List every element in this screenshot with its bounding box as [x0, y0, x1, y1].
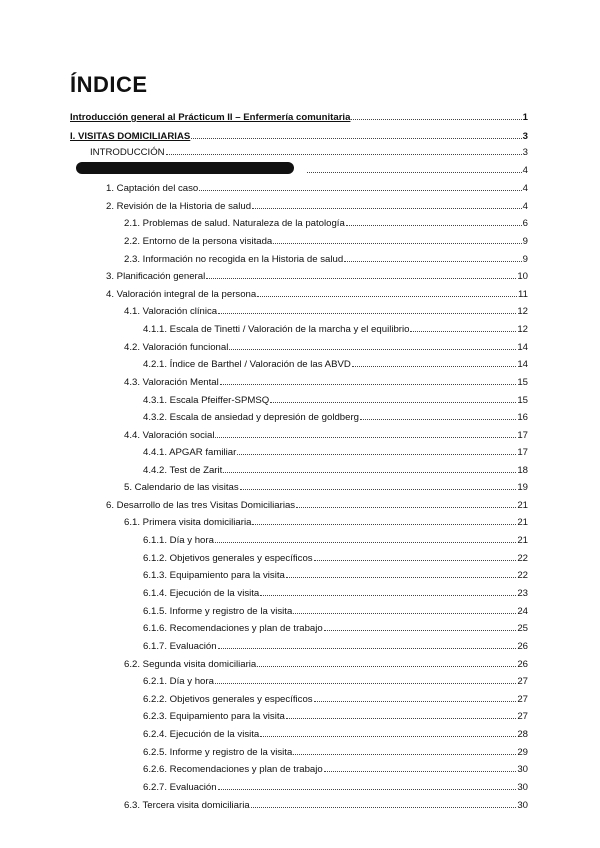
toc-entry-label: 5. Calendario de las visitas: [124, 482, 239, 493]
toc-entry-label: 2. Revisión de la Historia de salud: [106, 201, 252, 212]
toc-page-number: 14: [517, 359, 528, 370]
toc-leader-dots: [286, 710, 516, 719]
toc-leader-dots: [223, 464, 516, 473]
toc-leader-dots: [215, 675, 516, 684]
toc-entry-label: 4.1. Valoración clínica: [124, 306, 218, 317]
toc-page-number: 15: [517, 395, 528, 406]
toc-entry-label: 4.2.1. Índice de Barthel / Valoración de las ABVD: [143, 359, 351, 370]
toc-entry-label: 4.4.2. Test de Zarit: [143, 465, 223, 476]
toc-entry[interactable]: [143, 728, 528, 741]
toc-entry-label: 4.2. Valoración funcional: [124, 342, 229, 353]
toc-page-number: 28: [517, 729, 528, 740]
toc-page-number: 23: [517, 588, 528, 599]
toc-entry[interactable]: [143, 693, 528, 706]
toc-page-number: 30: [517, 800, 528, 811]
toc-page-number: 12: [517, 324, 528, 335]
toc-leader-dots: [191, 130, 521, 139]
toc-entry-label: Introducción general al Prácticum II – Enfermería comunitaria: [70, 112, 351, 123]
toc-leader-dots: [286, 569, 516, 578]
toc-page-number: 18: [517, 465, 528, 476]
toc-page-number: 21: [517, 517, 528, 528]
toc-leader-dots: [410, 323, 516, 332]
toc-leader-dots: [218, 640, 517, 649]
toc-entry[interactable]: [124, 429, 528, 442]
toc-leader-dots: [346, 217, 522, 226]
toc-page-number: 3: [522, 147, 528, 158]
toc-page-number: 14: [517, 342, 528, 353]
toc-entry[interactable]: [143, 622, 528, 635]
toc-page-number: 17: [517, 430, 528, 441]
toc-entry-label: 6.1.4. Ejecución de la visita: [143, 588, 260, 599]
toc-entry-label: 6.1. Primera visita domiciliaria: [124, 517, 252, 528]
toc-entry[interactable]: [143, 394, 528, 407]
toc-entry-label: 6.1.7. Evaluación: [143, 641, 217, 652]
toc-leader-dots: [240, 481, 517, 490]
toc-entry-label: 6.1.2. Objetivos generales y específicos: [143, 553, 313, 564]
toc-entry[interactable]: [124, 217, 528, 230]
toc-entry[interactable]: [143, 781, 528, 794]
toc-page-number: 22: [517, 553, 528, 564]
toc-entry[interactable]: [143, 411, 528, 424]
toc-entry-label: 4.3.2. Escala de ansiedad y depresión de goldberg: [143, 412, 360, 423]
toc-leader-dots: [360, 411, 516, 420]
toc-page-number: 12: [517, 306, 528, 317]
page-title: ÍNDICE: [70, 72, 148, 97]
toc-page-number: 30: [517, 782, 528, 793]
toc-page-number: 1: [522, 112, 528, 123]
toc-page-number: 30: [517, 764, 528, 775]
toc-entry-label: 2.3. Información no recogida en la Historia de salud: [124, 254, 344, 265]
toc-entry[interactable]: [106, 288, 528, 301]
toc-entry-label: 2.2. Entorno de la persona visitada: [124, 236, 273, 247]
toc-page-number: 25: [517, 623, 528, 634]
toc-page-number: 27: [517, 676, 528, 687]
toc-entry[interactable]: [124, 516, 528, 529]
toc-page-number: 15: [517, 377, 528, 388]
toc-leader-dots: [252, 516, 516, 525]
toc-page-number: 16: [517, 412, 528, 423]
toc-entry-label: 3. Planificación general: [106, 271, 206, 282]
toc-entry-label: 4.4. Valoración social: [124, 430, 215, 441]
toc-page-number: 3: [522, 131, 528, 142]
toc-leader-dots: [260, 728, 516, 737]
toc-entry[interactable]: [143, 552, 528, 565]
toc-entry[interactable]: [106, 270, 528, 283]
toc-leader-dots: [293, 746, 516, 755]
toc-entry[interactable]: [70, 130, 528, 143]
toc-entry-label: 6.2. Segunda visita domiciliaria: [124, 659, 257, 670]
toc-entry-label: 6. Desarrollo de las tres Visitas Domiciliarias: [106, 500, 296, 511]
toc-entry[interactable]: [143, 569, 528, 582]
toc-leader-dots: [314, 552, 517, 561]
toc-leader-dots: [296, 499, 516, 508]
toc-leader-dots: [257, 658, 516, 667]
toc-leader-dots: [351, 111, 521, 120]
toc-entry-label: 1. Captación del caso: [106, 183, 199, 194]
toc-page-number: 22: [517, 570, 528, 581]
toc-entry-label: 4.1.1. Escala de Tinetti / Valoración de la marcha y el equilibrio: [143, 324, 410, 335]
toc-page-number: 6: [522, 218, 528, 229]
toc-leader-dots: [314, 693, 517, 702]
toc-entry-label: 6.1.1. Día y hora: [143, 535, 214, 546]
toc-leader-dots: [215, 429, 516, 438]
toc-leader-dots: [307, 164, 522, 173]
toc-entry[interactable]: [143, 746, 528, 759]
toc-entry[interactable]: [143, 464, 528, 477]
toc-leader-dots: [220, 376, 517, 385]
toc-leader-dots: [324, 622, 517, 631]
toc-leader-dots: [260, 587, 516, 596]
toc-leader-dots: [273, 235, 521, 244]
toc-entry-label: 6.1.5. Informe y registro de la visita: [143, 606, 293, 617]
toc-entry-label: 4. Valoración integral de la persona: [106, 289, 257, 300]
toc-entry-label: I. VISITAS DOMICILIARIAS: [70, 131, 191, 142]
toc-leader-dots: [218, 305, 516, 314]
toc-leader-dots: [215, 534, 516, 543]
toc-leader-dots: [270, 394, 516, 403]
toc-leader-dots: [293, 605, 516, 614]
toc-entry[interactable]: [143, 763, 528, 776]
toc-entry-label: 6.2.7. Evaluación: [143, 782, 217, 793]
toc-entry-label: 4.3. Valoración Mental: [124, 377, 219, 388]
toc-leader-dots: [237, 446, 516, 455]
toc-entry-label: 6.2.5. Informe y registro de la visita: [143, 747, 293, 758]
toc-leader-dots: [218, 781, 517, 790]
toc-page-number: 19: [517, 482, 528, 493]
toc-entry-label: INTRODUCCIÓN: [90, 147, 165, 158]
toc-page-number: 4: [522, 183, 528, 194]
toc-entry[interactable]: [143, 640, 528, 653]
toc-leader-dots: [251, 799, 517, 808]
toc-entry-label: 6.2.6. Recomendaciones y plan de trabajo: [143, 764, 323, 775]
toc-entry[interactable]: [124, 341, 528, 354]
toc-entry[interactable]: [106, 182, 528, 195]
toc-entry-label: 2.1. Problemas de salud. Naturaleza de la patología: [124, 218, 345, 229]
toc-entry[interactable]: [124, 658, 528, 671]
toc-entry[interactable]: [143, 534, 528, 547]
toc-entry-label: 6.3. Tercera visita domiciliaria: [124, 800, 250, 811]
toc-entry[interactable]: [124, 305, 528, 318]
redaction-mark: [76, 162, 294, 174]
toc-entry-label: 6.2.1. Día y hora: [143, 676, 214, 687]
toc-page-number: 9: [522, 236, 528, 247]
toc-entry[interactable]: [124, 799, 528, 812]
toc-entry[interactable]: [143, 675, 528, 688]
toc-leader-dots: [324, 763, 517, 772]
toc-leader-dots: [199, 182, 521, 191]
toc-leader-dots: [229, 341, 516, 350]
toc-entry[interactable]: [124, 253, 528, 266]
toc-entry-label: 4.3.1. Escala Pfeiffer-SPMSQ: [143, 395, 270, 406]
toc-page-number: 11: [518, 289, 528, 300]
toc-page-number: 27: [517, 711, 528, 722]
toc-entry-label: 6.1.6. Recomendaciones y plan de trabajo: [143, 623, 323, 634]
toc-entry[interactable]: [70, 111, 528, 124]
toc-leader-dots: [344, 253, 521, 262]
toc-leader-dots: [206, 270, 516, 279]
toc-entry[interactable]: [143, 710, 528, 723]
toc-leader-dots: [257, 288, 517, 297]
toc-entry-label: 6.1.3. Equipamiento para la visita: [143, 570, 285, 581]
toc-page-number: 4: [522, 201, 528, 212]
toc-leader-dots: [352, 358, 517, 367]
toc-leader-dots: [166, 146, 522, 155]
toc-page-number: 29: [517, 747, 528, 758]
toc-page-number: 9: [522, 254, 528, 265]
toc-page-number: 24: [517, 606, 528, 617]
toc-entry-label: 6.2.3. Equipamiento para la visita: [143, 711, 285, 722]
toc-page-number: 27: [517, 694, 528, 705]
toc-entry[interactable]: [124, 376, 528, 389]
toc-page-number: 26: [517, 641, 528, 652]
toc-page-number: 17: [517, 447, 528, 458]
toc-page-number: 26: [517, 659, 528, 670]
toc-entry[interactable]: [124, 235, 528, 248]
toc-entry[interactable]: [143, 587, 528, 600]
toc-page-number: 21: [517, 535, 528, 546]
toc-page-number: 21: [517, 500, 528, 511]
toc-entry[interactable]: [143, 446, 528, 459]
toc-entry[interactable]: [106, 499, 528, 512]
toc-entry[interactable]: [143, 323, 528, 336]
toc-entry[interactable]: [90, 146, 528, 159]
toc-entry-label: 6.2.4. Ejecución de la visita: [143, 729, 260, 740]
toc-page-number: 4: [522, 165, 528, 176]
toc-entry[interactable]: [143, 358, 528, 371]
toc-leader-dots: [252, 200, 522, 209]
toc-page-number: 10: [517, 271, 528, 282]
toc-entry[interactable]: [124, 481, 528, 494]
toc-entry[interactable]: [106, 200, 528, 213]
toc-entry-label: 6.2.2. Objetivos generales y específicos: [143, 694, 313, 705]
toc-entry-label: 4.4.1. APGAR familiar: [143, 447, 237, 458]
toc-entry[interactable]: [143, 605, 528, 618]
